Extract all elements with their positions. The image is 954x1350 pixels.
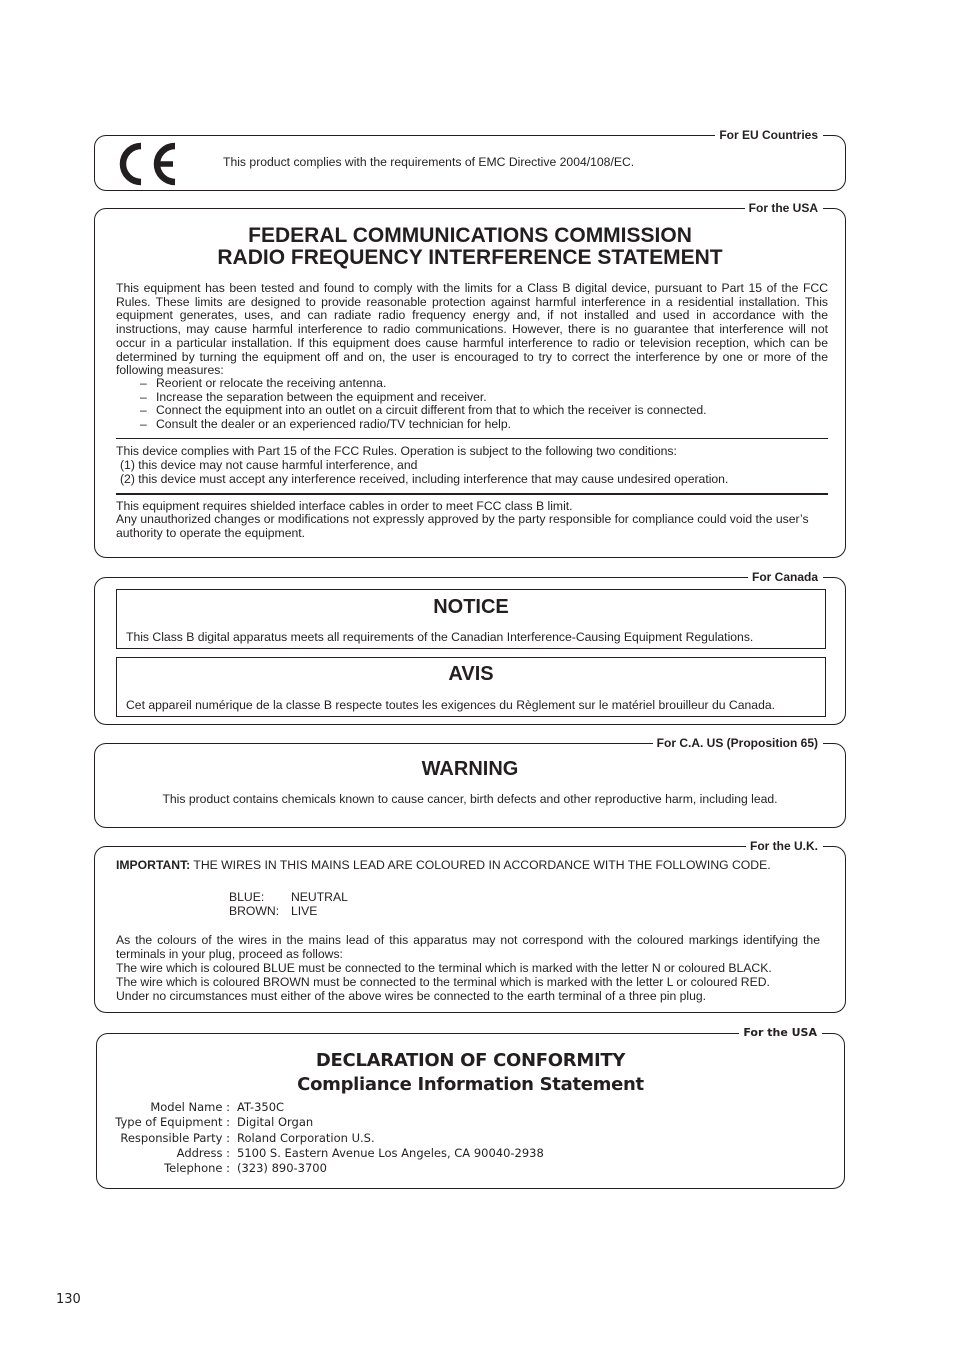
notice-box xyxy=(116,589,826,649)
fcc-paragraph-3-line2: Any unauthorized changes or modifications not expressly approved by the party responsible for compliance could void the user’s authority to operate the equipment. xyxy=(116,512,809,540)
fcc-condition-1: (1) this device may not cause harmful interference, and xyxy=(120,458,418,472)
eu-tab-label: For EU Countries xyxy=(715,127,823,143)
wire-code-brown-color: BROWN: xyxy=(229,904,280,918)
doc-title-line1: DECLARATION OF CONFORMITY xyxy=(315,1050,626,1071)
canada-tab-label: For Canada xyxy=(748,569,823,585)
eu-statement: This product complies with the requirements of EMC Directive 2004/108/EC. xyxy=(223,155,635,169)
model-name-value: AT-350C xyxy=(237,1100,285,1114)
fcc-title-line1: FEDERAL COMMUNICATIONS COMMISSION xyxy=(248,224,692,247)
uk-paragraph-line3: The wire which is coloured BROWN must be connected to the terminal which is marked with the letter L or coloured RED. xyxy=(116,975,770,989)
address-value: 5100 S. Eastern Avenue Los Angeles, CA 90040-2938 xyxy=(237,1146,544,1160)
wire-code-blue-meaning: NEUTRAL xyxy=(291,890,348,904)
fcc-tab-label: For the USA xyxy=(745,200,823,216)
telephone-value: (323) 890-3700 xyxy=(237,1161,327,1175)
list-item: – Connect the equipment into an outlet on a circuit different from that to which the receiver is connected. xyxy=(116,404,828,418)
divider xyxy=(116,493,828,495)
important-text: THE WIRES IN THIS MAINS LEAD ARE COLOURED IN ACCORDANCE WITH THE FOLLOWING CODE. xyxy=(190,858,771,872)
fcc-measures-list xyxy=(116,377,828,432)
uk-important-line xyxy=(116,859,771,873)
doc-tab-label: For the USA xyxy=(739,1025,822,1041)
prop65-box xyxy=(94,736,846,828)
fcc-title-line2: RADIO FREQUENCY INTERFERENCE STATEMENT xyxy=(217,246,723,269)
wire-code-blue-color: BLUE: xyxy=(229,890,265,904)
notice-text: This Class B digital apparatus meets all requirements of the Canadian Interference-Causing Equipment Regulations. xyxy=(126,630,754,644)
divider xyxy=(116,438,828,439)
doc-title-line2: Compliance Information Statement xyxy=(297,1074,644,1095)
warning-title: WARNING xyxy=(421,758,519,780)
uk-wiring-box xyxy=(94,839,846,1013)
warning-text: This product contains chemicals known to cause cancer, birth defects and other reproductive harm, including lead. xyxy=(162,792,778,806)
important-label: IMPORTANT: xyxy=(116,858,191,872)
eu-compliance-box xyxy=(94,128,846,191)
avis-title: AVIS xyxy=(448,663,494,685)
fcc-paragraph-2-line1: This device complies with Part 15 of the FCC Rules. Operation is subject to the following two conditions: xyxy=(116,444,677,458)
fcc-condition-2: (2) this device must accept any interference received, including interference that may cause undesired operation. xyxy=(120,472,729,486)
canada-box xyxy=(94,570,846,725)
equipment-type-label: Type of Equipment : xyxy=(115,1115,230,1129)
ce-mark-icon xyxy=(113,141,177,187)
notice-title: NOTICE xyxy=(433,596,509,618)
responsible-party-value: Roland Corporation U.S. xyxy=(237,1131,375,1145)
fcc-paragraph-3-line1: This equipment requires shielded interface cables in order to meet FCC class B limit. xyxy=(116,499,573,513)
uk-paragraph-line4: Under no circumstances must either of the above wires be connected to the earth terminal of a three pin plug. xyxy=(116,989,707,1003)
telephone-label: Telephone : xyxy=(164,1161,230,1175)
address-label: Address : xyxy=(176,1146,230,1160)
avis-box xyxy=(116,657,826,717)
uk-paragraph-line1: As the colours of the wires in the mains lead of this apparatus may not correspond with the coloured markings identifying the terminals in your plug, proceed as follows: xyxy=(116,933,820,961)
equipment-type-value: Digital Organ xyxy=(237,1115,314,1129)
model-name-label: Model Name : xyxy=(150,1100,230,1114)
list-item: – Reorient or relocate the receiving antenna. xyxy=(116,377,828,391)
avis-text: Cet appareil numérique de la classe B respecte toutes les exigences du Règlement sur le matériel brouilleur du Canada. xyxy=(126,698,776,712)
prop65-tab-label: For C.A. US (Proposition 65) xyxy=(653,735,823,751)
fcc-paragraph-1: This equipment has been tested and found to comply with the limits for a Class B digital device, pursuant to Part 15 of the FCC Rules. These limits are designed to provide reasonable protection against harmful interference in a residential installation. This equipment generates, uses, and can radiate radio frequency energy and, if not installed and used in accordance with the instructions, may cause harmful interference to radio communications. However, there is no guarantee that interference will not occur in a particular installation. If this equipment does cause harmful interference to radio or television reception, which can be determined by turning the equipment off and on, the user is encouraged to try to correct the interference by one or more of the following measures: xyxy=(116,281,828,378)
uk-tab-label: For the U.K. xyxy=(746,838,823,854)
responsible-party-label: Responsible Party : xyxy=(120,1131,230,1145)
declaration-of-conformity-box xyxy=(96,1026,845,1189)
uk-paragraph-line2: The wire which is coloured BLUE must be connected to the terminal which is marked with the letter N or coloured BLACK. xyxy=(116,961,772,975)
wire-code-brown-meaning: LIVE xyxy=(291,904,318,918)
list-item: – Consult the dealer or an experienced radio/TV technician for help. xyxy=(116,418,828,432)
fcc-statement-box xyxy=(94,201,846,558)
page-number: 130 xyxy=(56,1292,81,1307)
list-item: – Increase the separation between the equipment and receiver. xyxy=(116,391,828,405)
